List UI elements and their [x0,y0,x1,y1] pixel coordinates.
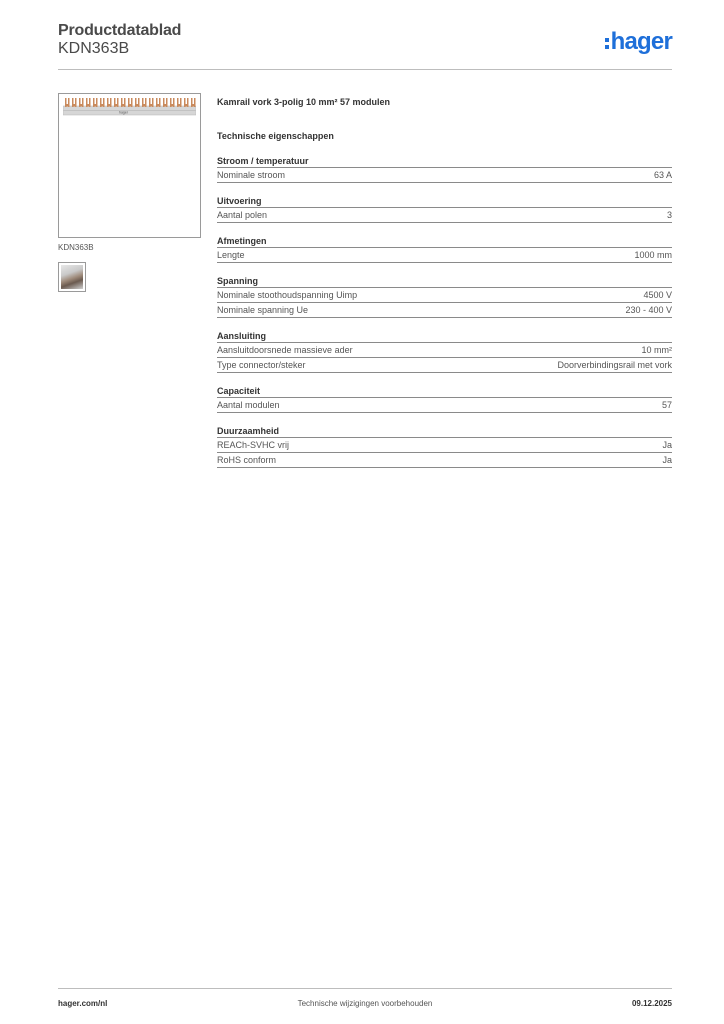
spec-row [217,248,672,263]
spec-value: 57 [661,400,672,410]
specifications [217,95,672,468]
spec-label: Nominale stroom [217,170,286,180]
spec-row [217,168,672,183]
page-footer [58,988,672,1012]
spec-label: Type connector/steker [217,360,306,370]
spec-value: 10 mm² [641,345,672,355]
product-code: KDN363B [58,40,130,57]
busbar-fork-base [170,104,175,107]
image-caption: KDN363B [58,243,94,252]
spec-label: RoHS conform [217,455,277,465]
spec-group [217,155,672,183]
busbar-fork-base [121,104,126,107]
spec-value: Ja [662,455,672,465]
busbar-fork-base [107,104,112,107]
spec-group-title: Capaciteit [217,385,672,398]
spec-group [217,330,672,373]
document-title: Productdatablad [58,22,182,39]
spec-label: Aansluitdoorsnede massieve ader [217,345,353,355]
busbar-fork-base [79,104,84,107]
busbar-drawing [63,98,196,120]
spec-group [217,195,672,223]
spec-row [217,208,672,223]
footer-disclaimer: Technische wijzigingen voorbehouden [297,999,433,1008]
spec-group-title: Spanning [217,275,672,288]
spec-group-title: Stroom / temperatuur [217,155,672,168]
busbar-fork-base [128,104,133,107]
spec-label: Nominale spanning Ue [217,305,309,315]
spec-label: REACh-SVHC vrij [217,440,290,450]
spec-group [217,425,672,468]
spec-value: Ja [662,440,672,450]
spec-row [217,438,672,453]
busbar-fork-base [163,104,168,107]
spec-label: Aantal modulen [217,400,280,410]
busbar-fork-base [149,104,154,107]
spec-row [217,303,672,318]
logo-mark-icon [605,38,609,49]
busbar-fork-base [72,104,77,107]
hager-logo[interactable] [605,28,672,56]
section-title: Technische eigenschappen [217,131,334,141]
footer-date: 09.12.2025 [631,999,672,1008]
spec-value: Doorverbindingsrail met vork [557,360,672,370]
page-header [58,22,672,70]
spec-value: 3 [666,210,672,220]
busbar-fork-base [142,104,147,107]
thumbnail-picture [61,265,83,289]
busbar-fork-base [65,104,70,107]
spec-group [217,385,672,413]
spec-label: Nominale stoothoudspanning Uimp [217,290,358,300]
busbar-fork-base [191,104,196,107]
image-thumbnail[interactable] [58,262,86,292]
spec-group [217,275,672,318]
busbar-fork-base [93,104,98,107]
spec-row [217,453,672,468]
busbar-fork-base [177,104,182,107]
spec-row [217,288,672,303]
spec-group-title: Duurzaamheid [217,425,672,438]
busbar-fork-base [114,104,119,107]
spec-value: 4500 V [643,290,672,300]
logo-text: hager [610,28,672,55]
spec-row [217,398,672,413]
spec-group-title: Afmetingen [217,235,672,248]
spec-value: 230 - 400 V [625,305,672,315]
spec-label: Lengte [217,250,245,260]
spec-label: Aantal polen [217,210,268,220]
spec-groups [217,155,672,468]
busbar-fork-base [100,104,105,107]
busbar-fork-base [135,104,140,107]
footer-website[interactable]: hager.com/nl [58,999,108,1008]
busbar-fork-base [86,104,91,107]
busbar-fork-base [156,104,161,107]
spec-row [217,343,672,358]
spec-value: 1000 mm [634,250,672,260]
spec-group-title: Uitvoering [217,195,672,208]
busbar-illustration [63,98,196,120]
busbar-fork-base [184,104,189,107]
svg-text:hager: hager [119,110,128,115]
spec-group [217,235,672,263]
spec-row [217,358,672,373]
product-name: Kamrail vork 3-polig 10 mm² 57 modulen [217,97,391,107]
product-image[interactable] [58,93,201,238]
spec-value: 63 A [653,170,672,180]
spec-group-title: Aansluiting [217,330,672,343]
